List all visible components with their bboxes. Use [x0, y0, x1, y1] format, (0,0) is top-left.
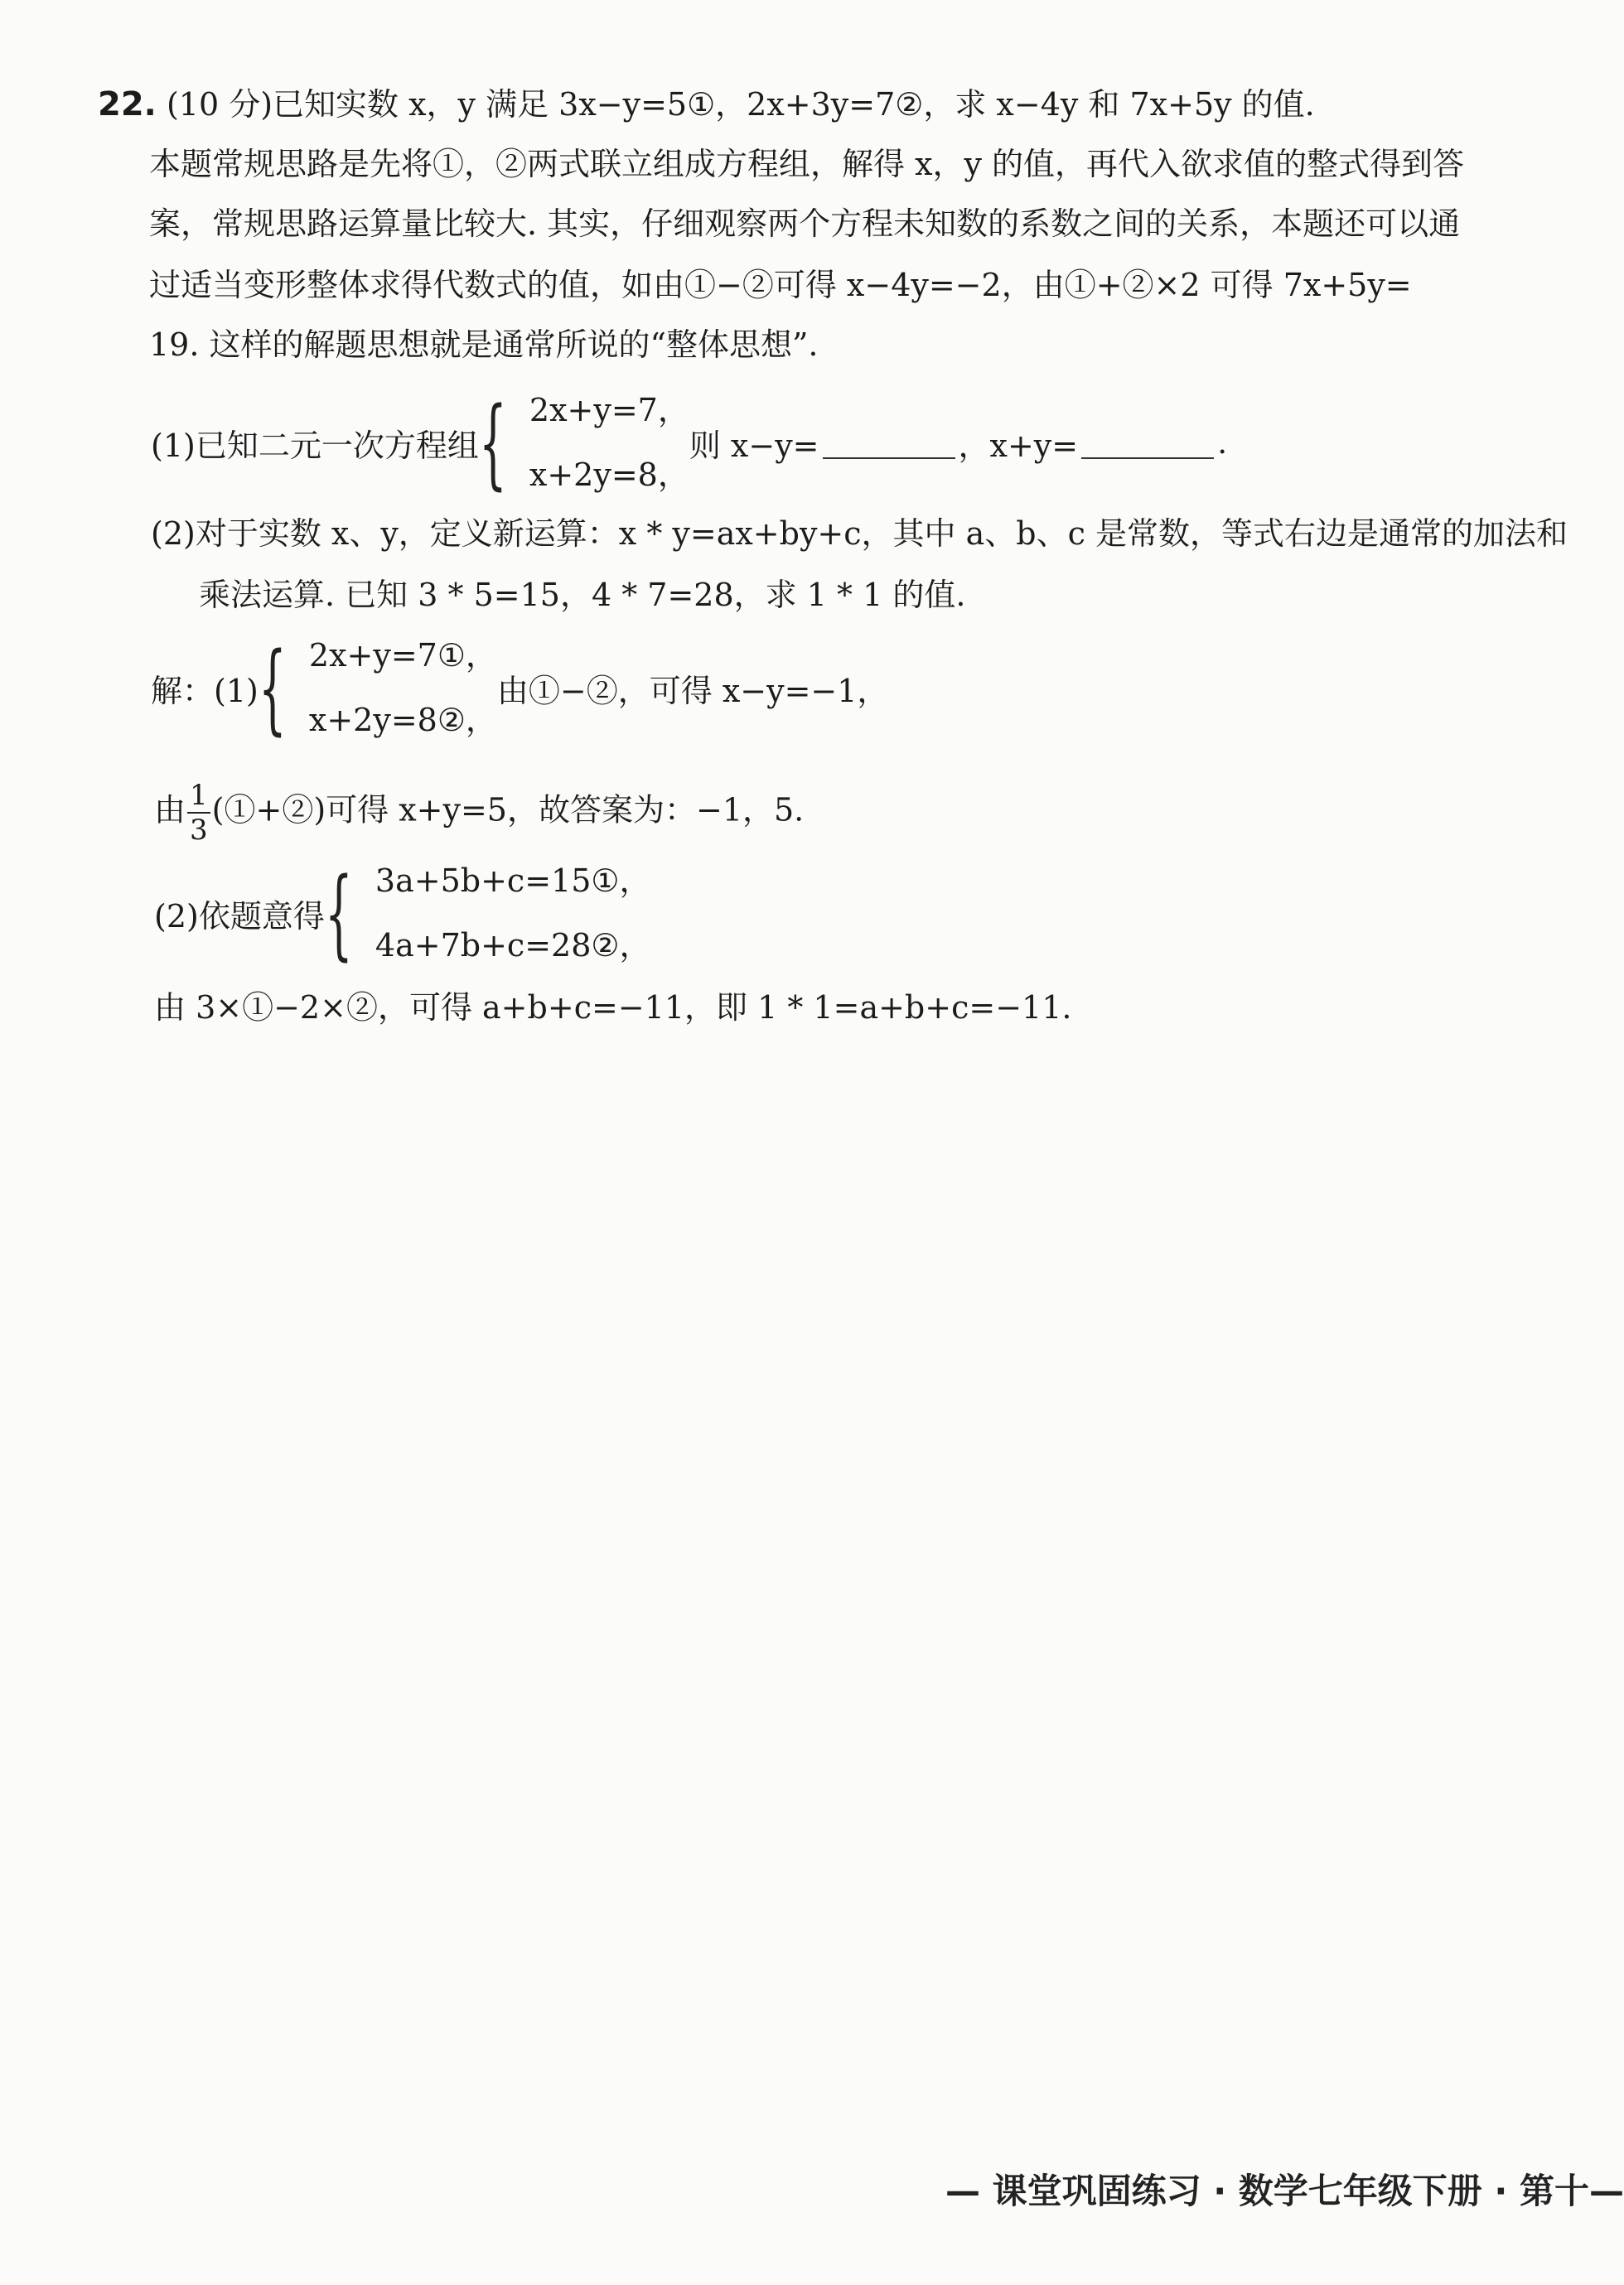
- question-1: [151, 385, 1228, 500]
- solution-1-derivation: 由①−②，可得 x−y=−1，: [496, 672, 889, 709]
- answer-blank-2: [1081, 426, 1214, 459]
- fraction: [187, 779, 210, 847]
- question-1-prefix: (1)已知二元一次方程组: [151, 427, 479, 464]
- equation-2: x+2y=8②，: [308, 702, 497, 738]
- answer-blank-1: [823, 426, 955, 459]
- problem-statement-line: [98, 80, 1566, 129]
- intro-line-1: 本题常规思路是先将①，②两式联立组成方程组，解得 x，y 的值，再代入欲求值的整式得到答: [149, 146, 1465, 182]
- equation-system: [375, 860, 651, 966]
- equation-2: x+2y=8，: [529, 457, 689, 493]
- problem-statement: (10 分)已知实数 x，y 满足 3x−y=5①，2x+3y=7②，求 x−4y 和 7x+5y 的值.: [166, 86, 1315, 123]
- question-2-line-1: (2)对于实数 x、y，定义新运算：x * y=ax+by+c，其中 a、b、c 是常数，等式右边是通常的加法和: [151, 515, 1568, 552]
- page-footer: — 课堂巩固练习 · 数学七年级下册 · 第十—: [945, 2171, 1624, 2211]
- solution-1-line-2: [154, 779, 1566, 847]
- equation-1: 3a+5b+c=15①，: [375, 862, 651, 899]
- problem-number: 22.: [98, 85, 157, 123]
- solution-1b-prefix: 由: [154, 791, 186, 828]
- fraction-denominator: 3: [190, 814, 208, 847]
- question-1-then: 则 x−y=: [689, 427, 819, 464]
- solution-1: [151, 630, 889, 745]
- solution-2: [154, 856, 651, 970]
- equation-2: 4a+7b+c=28②，: [375, 927, 651, 964]
- intro-line-2: 案，常规思路运算量比较大. 其实，仔细观察两个方程未知数的系数之间的关系，本题还可以通: [149, 205, 1461, 242]
- question-1-end: .: [1217, 424, 1228, 461]
- solution-1-prefix: 解：(1): [151, 672, 259, 709]
- left-brace: {: [324, 856, 353, 970]
- equation-1: 2x+y=7①，: [308, 637, 497, 674]
- question-1-comma: ，x+y=: [958, 427, 1079, 464]
- solution-2-prefix: (2)依题意得: [154, 897, 325, 935]
- left-brace: {: [258, 630, 287, 745]
- equation-1: 2x+y=7，: [529, 392, 689, 428]
- equation-system: [309, 635, 497, 741]
- equation-system: [529, 389, 689, 495]
- intro-line-4: 19. 这样的解题思想就是通常所说的“整体思想”.: [149, 326, 819, 363]
- question-2-line-2: 乘法运算. 已知 3 * 5=15，4 * 7=28，求 1 * 1 的值.: [199, 577, 966, 613]
- solution-1b-text: (①+②)可得 x+y=5，故答案为：−1，5.: [211, 791, 805, 828]
- fraction-numerator: 1: [187, 779, 210, 814]
- solution-2-conclusion: 由 3×①−2×②，可得 a+b+c=−11，即 1 * 1=a+b+c=−11.: [154, 989, 1072, 1026]
- intro-line-3: 过适当变形整体求得代数式的值，如由①−②可得 x−4y=−2，由①+②×2 可得 7x+5y=: [149, 267, 1412, 303]
- left-brace: {: [478, 385, 507, 500]
